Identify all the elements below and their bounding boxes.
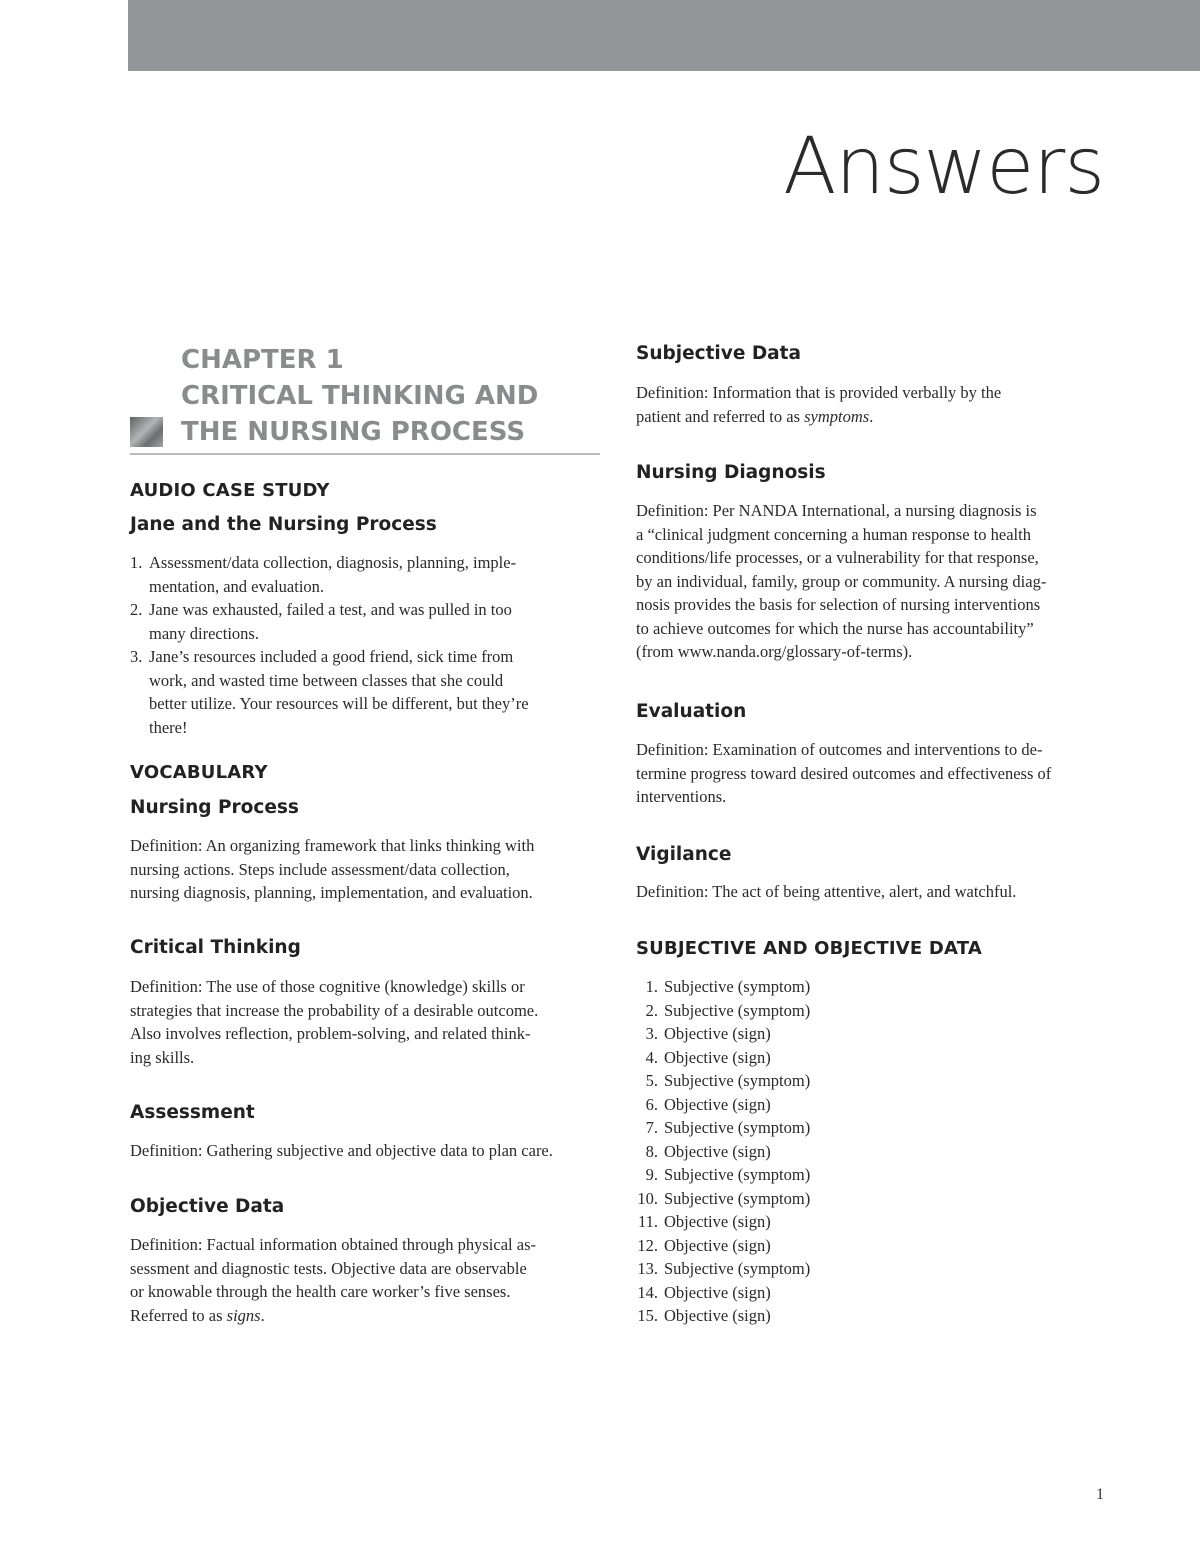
term-title-critical-thinking: Critical Thinking — [130, 937, 301, 958]
term-definition-critical-thinking: Definition: The use of those cognitive (knowledge) skills or strategies that increase the probability of a desirable outcome. Also involves reflection, problem-solving, and related think- ing skills. — [130, 977, 539, 1067]
chapter-marker-icon — [130, 417, 163, 447]
list-item: 13. Subjective (symptom) — [637, 1259, 811, 1278]
header-band — [128, 0, 1200, 71]
chapter-title-line: CRITICAL THINKING AND — [181, 381, 539, 411]
term-definition-objective-data: Definition: Factual information obtained through physical as- sessment and diagnostic tests. Objective data are observable or knowable through the health care worker’s five senses. Referred to as signs. — [130, 1235, 536, 1325]
term-title-subjective-data: Subjective Data — [636, 343, 801, 364]
section-heading-vocabulary: VOCABULARY — [130, 762, 268, 783]
list-item: 9. Subjective (symptom) — [645, 1165, 811, 1184]
list-item: 1. Subjective (symptom) — [645, 977, 811, 996]
section-heading-audio: AUDIO CASE STUDY — [130, 480, 330, 501]
term-definition-assessment: Definition: Gathering subjective and objective data to plan care. — [130, 1141, 553, 1160]
list-item: 15. Objective (sign) — [637, 1306, 771, 1325]
term-definition-subjective-data: Definition: Information that is provided verbally by the patient and referred to as symptoms. — [636, 383, 1002, 426]
audio-answers-list — [130, 551, 600, 739]
chapter-heading — [130, 342, 600, 455]
term-title-nursing-diagnosis: Nursing Diagnosis — [636, 462, 826, 483]
list-item: 3. Objective (sign) — [645, 1024, 771, 1043]
list-item: 12. Objective (sign) — [637, 1235, 771, 1255]
list-item: 5. Subjective (symptom) — [645, 1071, 811, 1090]
list-item: 2. Jane was exhausted, failed a test, and was pulled in too many directions. — [130, 600, 512, 643]
term-definition-nursing-diagnosis: Definition: Per NANDA International, a nursing diagnosis is a “clinical judgment concerning a human response to health conditions/life processes, or a vulnerability for that response, by an individual, family, group or community. A nursing diag- nosis provides the basis for selection of nursing interventions to achieve outcomes for which the nurse has accountability” (from www.nanda.org/glossary-of-terms). — [636, 501, 1047, 661]
list-item: 11. Objective (sign) — [637, 1212, 771, 1231]
chapter-title-line: THE NURSING PROCESS — [181, 417, 526, 447]
subjective-objective-list — [636, 975, 1106, 1328]
list-item: 14. Objective (sign) — [637, 1282, 771, 1302]
term-definition-vigilance: Definition: The act of being attentive, alert, and watchful. — [636, 882, 1017, 901]
list-item: 8. Objective (sign) — [645, 1141, 771, 1161]
term-title-nursing-process: Nursing Process — [130, 797, 299, 818]
list-item: 1. Assessment/data collection, diagnosis, planning, imple- mentation, and evaluation. — [130, 553, 517, 596]
term-title-vigilance: Vigilance — [636, 844, 732, 865]
chapter-title — [181, 342, 600, 450]
term-definition-nursing-process: Definition: An organizing framework that links thinking with nursing actions. Steps include assessment/data collection, nursing diagnosis, planning, implementation, and evaluation. — [130, 836, 535, 902]
list-item: 2. Subjective (symptom) — [645, 1000, 811, 1020]
list-item: 7. Subjective (symptom) — [645, 1118, 811, 1137]
audio-case-title: Jane and the Nursing Process — [130, 514, 437, 535]
term-title-assessment: Assessment — [130, 1102, 255, 1123]
page-title: Answers — [783, 122, 1104, 212]
list-item: 4. Objective (sign) — [645, 1047, 771, 1067]
list-item: 10. Subjective (symptom) — [637, 1188, 811, 1208]
term-title-objective-data: Objective Data — [130, 1196, 285, 1217]
list-item: 3. Jane’s resources included a good friend, sick time from work, and wasted time between classes that she could better utilize. Your resources will be different, but they’re there! — [130, 647, 529, 737]
section-heading-subjective-objective: SUBJECTIVE AND OBJECTIVE DATA — [636, 938, 982, 959]
page-number: 1 — [1096, 1486, 1104, 1503]
list-item: 6. Objective (sign) — [645, 1094, 771, 1114]
term-title-evaluation: Evaluation — [636, 701, 747, 722]
term-definition-evaluation: Definition: Examination of outcomes and interventions to de- termine progress toward desired outcomes and effectiveness of interventions. — [636, 740, 1052, 806]
chapter-number: CHAPTER 1 — [181, 345, 344, 375]
